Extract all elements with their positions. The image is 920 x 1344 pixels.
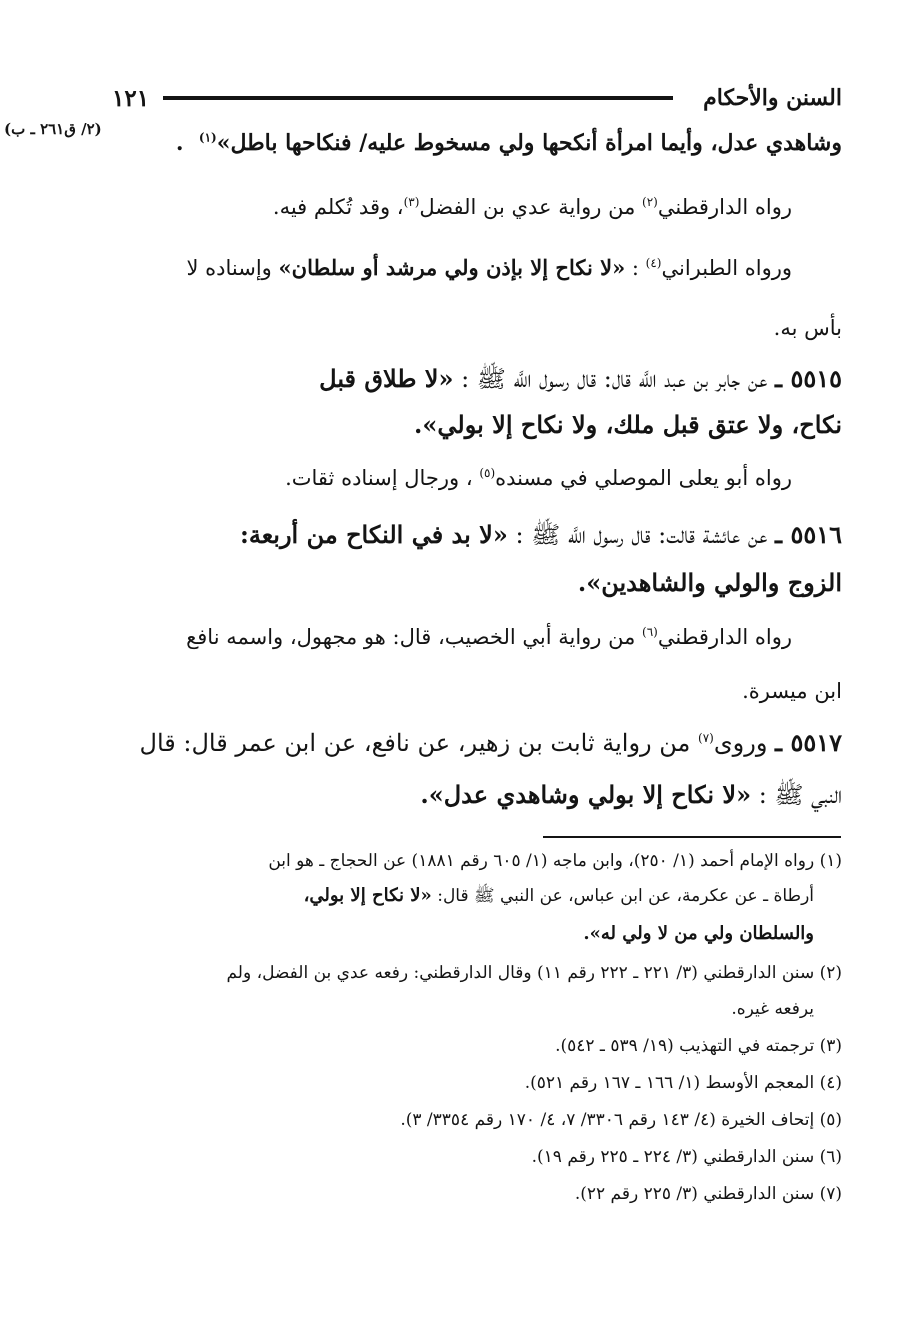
- narration-text: عن جابر بن عبد اللَّه قال: قال رسول اللَّه ﷺ :: [453, 365, 776, 393]
- header-rule: [163, 96, 673, 100]
- footnote-3: [555, 1033, 842, 1059]
- body-line: [176, 128, 842, 158]
- hadith-number: ٥٥١٥ ـ: [775, 364, 842, 393]
- body-line: [273, 192, 792, 222]
- narration-text: وإسناده لا: [186, 256, 279, 280]
- footnote-hadith-text: والسلطان ولي من لا ولي له».: [583, 923, 814, 944]
- footnote-text: (٣) ترجمته في التهذيب (١٩/ ٥٣٩ ـ ٥٤٢).: [555, 1036, 842, 1056]
- narration-text: ورواه الطبراني: [661, 256, 792, 280]
- footnote-marker: (٥): [479, 466, 496, 480]
- hadith-text: «لا طلاق قبل: [319, 364, 454, 393]
- footnote-text: (٧) سنن الدارقطني (٣/ ٢٢٥ رقم ٢٢).: [574, 1184, 842, 1204]
- body-line: [742, 676, 842, 706]
- footnote-text: (٤) المعجم الأوسط (١/ ١٦٦ ـ ١٦٧ رقم ٥٢١).: [524, 1073, 842, 1093]
- body-line: [774, 313, 842, 343]
- footnote-separator: [543, 836, 841, 838]
- narration-text: رواه الدارقطني: [657, 625, 792, 649]
- body-line: [414, 410, 842, 440]
- punctuation: .: [175, 130, 184, 156]
- narration-text: رواه أبو يعلى الموصلي في مسنده: [495, 466, 792, 490]
- footnote-1-cont: [304, 883, 814, 909]
- footnote-text: (١) رواه الإمام أحمد (١/ ٢٥٠)، وابن ماجه (١/ ٦٠٥ رقم ١٨٨١) عن الحجاج ـ هو ابن: [268, 851, 842, 871]
- footnote-1-cont: [583, 921, 814, 947]
- footnote-marker: (٣): [403, 195, 420, 209]
- hadith-number: ٥٥١٦ ـ: [775, 520, 842, 549]
- body-line: [285, 463, 792, 493]
- hadith-text: «لا نكاح إلا بإذن ولي مرشد أو سلطان»: [278, 255, 626, 280]
- footnote-1: [268, 848, 842, 874]
- narration-text: ابن ميسرة.: [742, 679, 842, 703]
- body-line: [186, 622, 792, 652]
- footnote-marker: (٢): [642, 195, 658, 209]
- body-line: [578, 568, 842, 598]
- footnote-hadith-text: «لا نكاح إلا بولي،: [303, 885, 432, 906]
- footnote-6: [532, 1144, 842, 1170]
- page-number: ١٢١: [112, 84, 150, 112]
- body-line: [420, 780, 842, 810]
- footnote-4: [525, 1070, 842, 1096]
- narration-text: عن عائشة قالت: قال رسول اللَّه ﷺ :: [507, 521, 776, 549]
- hadith-number: ٥٥١٧ ـ: [775, 728, 842, 757]
- narration-text: من رواية عدي بن الفضل: [419, 195, 643, 219]
- footnote-7: [575, 1181, 842, 1207]
- hadith-text: «لا نكاح إلا بولي وشاهدي عدل».: [420, 780, 752, 809]
- footnote-text: يرفعه غيره.: [731, 999, 814, 1019]
- hadith-text: نكاح، ولا عتق قبل ملك، ولا نكاح إلا بولي».: [414, 410, 842, 439]
- narration-text: النبي ﷺ :: [751, 781, 842, 809]
- footnote-marker: (٤): [645, 256, 662, 270]
- footnote-text: (٦) سنن الدارقطني (٣/ ٢٢٤ ـ ٢٢٥ رقم ١٩).: [531, 1147, 842, 1167]
- hadith-5517: [140, 728, 842, 758]
- footnote-2-cont: [731, 996, 814, 1022]
- narration-text: :: [625, 256, 646, 280]
- narration-text: من رواية ثابت بن زهير، عن نافع، عن ابن عمر قال: قال: [139, 729, 699, 757]
- footnote-marker: (٦): [642, 625, 658, 639]
- footnote-text: (٥) إتحاف الخيرة (٤/ ١٤٣ رقم ٣٣٠٦/ ٧، ٤/ ١٧٠ رقم ٣٣٥٤/ ٣).: [400, 1110, 842, 1130]
- hadith-5516: [240, 520, 842, 550]
- narration-text: رواه الدارقطني: [657, 195, 792, 219]
- footnote-text: أرطاة ـ عن عكرمة، عن ابن عباس، عن النبي ﷺ قال:: [431, 886, 814, 906]
- footnote-marker: (٧): [698, 731, 714, 745]
- hadith-text: «لا بد في النكاح من أربعة:: [239, 520, 508, 549]
- body-line: [187, 253, 792, 283]
- footnote-5: [400, 1107, 842, 1133]
- narration-text: وروى: [713, 729, 776, 757]
- hadith-text: الزوج والولي والشاهدين».: [577, 568, 842, 597]
- hadith-text: وشاهدي عدل، وأيما امرأة أنكحها ولي مسخوط عليه/ فنكاحها باطل»: [216, 130, 842, 156]
- manuscript-folio-reference: (٢/ ق٢٦١ ـ ب): [4, 120, 102, 138]
- footnote-marker: (١): [198, 130, 217, 145]
- footnote-2: [226, 960, 842, 986]
- footnote-text: (٢) سنن الدارقطني (٣/ ٢٢١ ـ ٢٢٢ رقم ١١) وقال الدارقطني: رفعه عدي بن الفضل، ولم: [226, 963, 842, 983]
- narration-text: ، ورجال إسناده ثقات.: [285, 466, 480, 490]
- narration-text: من رواية أبي الخصيب، قال: هو مجهول، واسمه نافع: [186, 625, 643, 649]
- book-title: السنن والأحكام: [703, 85, 842, 111]
- hadith-5515: [319, 364, 842, 394]
- narration-text: ، وقد تُكلم فيه.: [272, 195, 404, 219]
- narration-text: بأس به.: [773, 316, 842, 340]
